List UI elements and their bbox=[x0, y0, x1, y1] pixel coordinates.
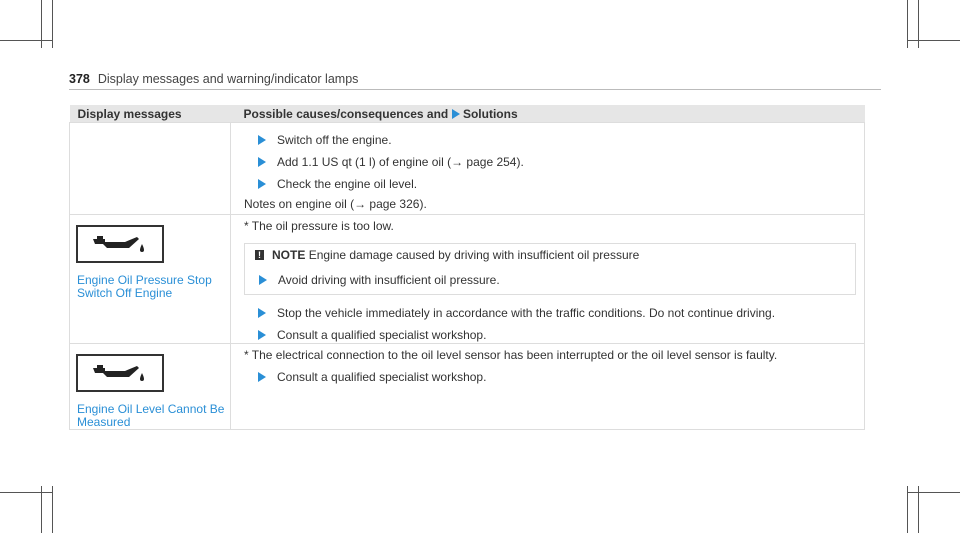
note-box bbox=[244, 243, 856, 295]
page-header bbox=[69, 72, 358, 86]
table-header-row bbox=[70, 105, 865, 123]
crop-mark bbox=[908, 40, 960, 41]
column-header-causes-text: Possible causes/consequences and bbox=[243, 106, 449, 121]
messages-table bbox=[69, 105, 865, 430]
crop-mark bbox=[41, 486, 42, 533]
oil-can-icon bbox=[89, 362, 151, 384]
column-header-causes bbox=[231, 105, 865, 123]
message-cell bbox=[70, 123, 231, 215]
list-item bbox=[244, 369, 856, 385]
crop-mark bbox=[0, 40, 52, 41]
list-item bbox=[244, 176, 856, 192]
column-header-messages: Display messages bbox=[70, 105, 231, 123]
step-text: Switch off the engine. bbox=[277, 133, 392, 147]
triangle-right-icon bbox=[258, 308, 266, 318]
step-text: Add 1.1 US qt (1 l) of engine oil (→ page 254). bbox=[277, 155, 524, 169]
header-rule bbox=[69, 89, 881, 90]
oil-pressure-indicator bbox=[76, 225, 164, 263]
column-header-solutions-text: Solutions bbox=[462, 106, 518, 121]
crop-mark bbox=[908, 492, 960, 493]
list-item bbox=[244, 305, 856, 321]
list-item bbox=[244, 154, 856, 170]
page-title: Display messages and warning/indicator lamps bbox=[97, 72, 359, 86]
list-item bbox=[244, 132, 856, 148]
triangle-right-icon bbox=[258, 135, 266, 145]
message-line: Measured bbox=[77, 415, 131, 429]
message-line: Switch Off Engine bbox=[77, 286, 173, 300]
table-row bbox=[70, 215, 865, 344]
exclamation-icon: ! bbox=[255, 250, 264, 260]
solution-cell bbox=[231, 344, 865, 430]
step-text: Stop the vehicle immediately in accordance with the traffic conditions. Do not continue driving. bbox=[277, 306, 776, 320]
triangle-right-icon bbox=[258, 330, 266, 340]
table-row bbox=[70, 344, 865, 430]
crop-mark bbox=[52, 0, 53, 48]
message-cell bbox=[70, 215, 231, 344]
triangle-right-icon bbox=[258, 179, 266, 189]
display-message bbox=[70, 403, 230, 429]
triangle-right-icon bbox=[452, 109, 460, 119]
list-item bbox=[245, 272, 855, 288]
note-header bbox=[245, 244, 855, 266]
cause-text: * The electrical connection to the oil level sensor has been interrupted or the oil level sensor is faulty. bbox=[244, 348, 778, 362]
solution-cell bbox=[231, 123, 865, 215]
note-text: Engine damage caused by driving with insufficient oil pressure bbox=[308, 248, 640, 262]
page-number: 378 bbox=[69, 72, 90, 86]
crop-mark bbox=[52, 486, 53, 533]
triangle-right-icon bbox=[258, 372, 266, 382]
cause-text: * The oil pressure is too low. bbox=[244, 219, 394, 233]
oil-level-indicator bbox=[76, 354, 164, 392]
crop-mark bbox=[0, 492, 52, 493]
oil-can-icon bbox=[89, 233, 151, 255]
message-line: Engine Oil Pressure Stop bbox=[77, 273, 212, 287]
message-line: Engine Oil Level Cannot Be bbox=[77, 402, 225, 416]
step-text: Avoid driving with insufficient oil pressure. bbox=[278, 273, 500, 287]
crop-mark bbox=[907, 486, 908, 533]
note-label: NOTE bbox=[272, 248, 306, 262]
step-text: Consult a qualified specialist workshop. bbox=[277, 328, 487, 342]
note-content bbox=[272, 248, 639, 262]
step-text: Check the engine oil level. bbox=[277, 177, 418, 191]
triangle-right-icon bbox=[258, 157, 266, 167]
message-cell bbox=[70, 344, 231, 430]
table-row bbox=[70, 123, 865, 215]
display-message bbox=[70, 274, 230, 300]
list-item bbox=[244, 327, 856, 343]
solution-cell bbox=[231, 215, 865, 344]
crop-mark bbox=[918, 486, 919, 533]
triangle-right-icon bbox=[259, 275, 267, 285]
note-link-text: Notes on engine oil (→ page 326). bbox=[244, 197, 427, 211]
step-text: Consult a qualified specialist workshop. bbox=[277, 370, 487, 384]
